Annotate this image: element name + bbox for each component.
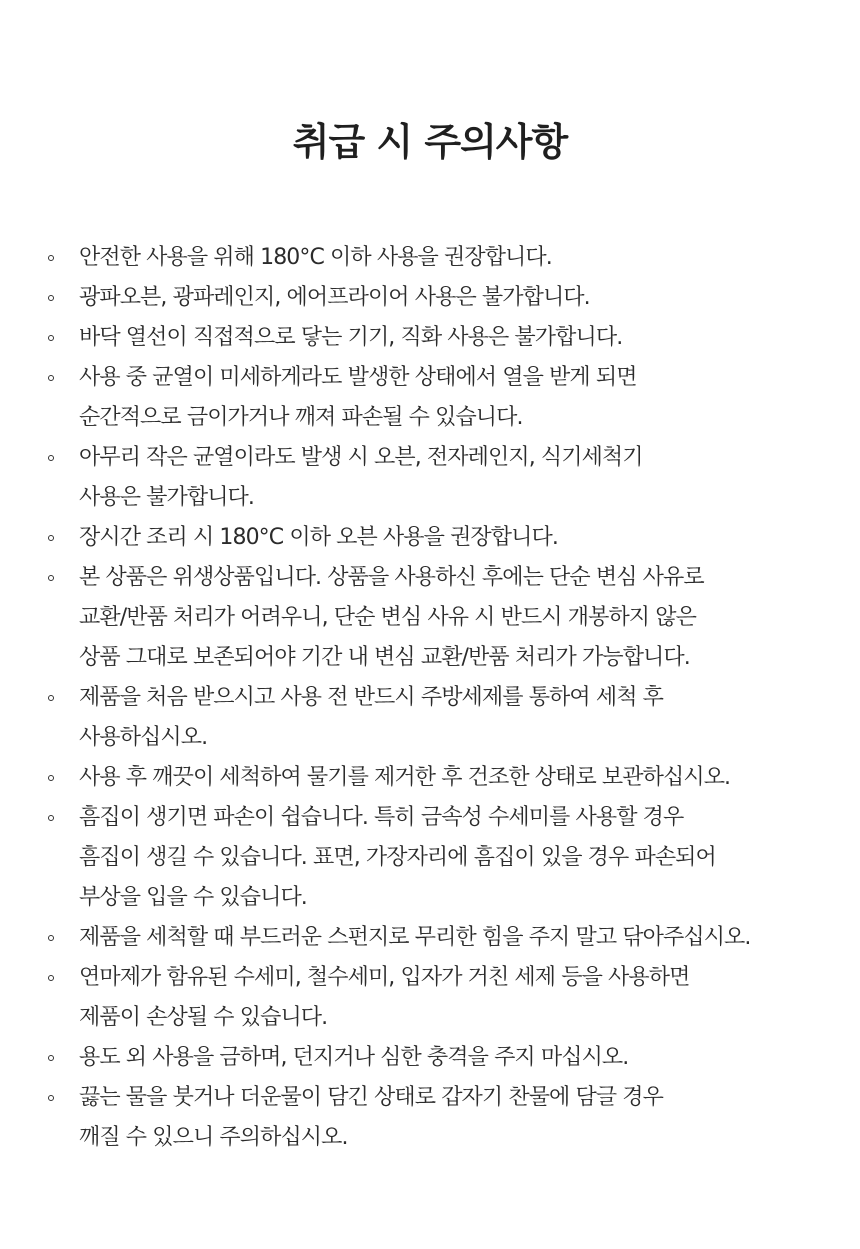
bullet-icon [48, 335, 54, 341]
page-title: 취급 시 주의사항 [292, 120, 568, 164]
caution-text-line: 흠집이 생기면 파손이 쉽습니다. 특히 금속성 수세미를 사용할 경우 [79, 805, 684, 830]
bullet-icon [48, 1055, 54, 1061]
bullet-icon [48, 1095, 54, 1101]
caution-text-line: 흠집이 생길 수 있습니다. 표면, 가장자리에 흠집이 있을 경우 파손되어 [79, 845, 716, 870]
caution-text-line: 교환/반품 처리가 어려우니, 단순 변심 사유 시 반드시 개봉하지 않은 [79, 605, 696, 630]
bullet-icon [48, 455, 54, 461]
caution-item [46, 278, 846, 318]
caution-item [46, 558, 846, 678]
caution-item [46, 918, 846, 958]
bullet-icon [48, 975, 54, 981]
caution-item [46, 1078, 846, 1158]
bullet-icon [48, 935, 54, 941]
caution-item [46, 798, 846, 918]
caution-item [46, 438, 846, 518]
caution-text-line: 상품 그대로 보존되어야 기간 내 변심 교환/반품 처리가 가능합니다. [79, 645, 690, 670]
caution-text-line: 안전한 사용을 위해 180°C 이하 사용을 권장합니다. [79, 245, 552, 270]
bullet-icon [48, 775, 54, 781]
bullet-icon [48, 375, 54, 381]
caution-item [46, 518, 846, 558]
caution-text-line: 깨질 수 있으니 주의하십시오. [79, 1125, 348, 1150]
caution-text-line: 끓는 물을 붓거나 더운물이 담긴 상태로 갑자기 찬물에 담글 경우 [79, 1085, 663, 1110]
caution-item [46, 958, 846, 1038]
caution-text-line: 제품을 처음 받으시고 사용 전 반드시 주방세제를 통하여 세척 후 [79, 685, 663, 710]
caution-item [46, 358, 846, 438]
caution-text-line: 본 상품은 위생상품입니다. 상품을 사용하신 후에는 단순 변심 사유로 [79, 565, 704, 590]
caution-text-line: 연마제가 함유된 수세미, 철수세미, 입자가 거친 세제 등을 사용하면 [79, 965, 690, 990]
bullet-icon [48, 815, 54, 821]
caution-text-line: 사용하십시오. [79, 725, 208, 750]
caution-item [46, 678, 846, 758]
caution-item [46, 238, 846, 278]
caution-item [46, 318, 846, 358]
bullet-icon [48, 255, 54, 261]
bullet-icon [48, 575, 54, 581]
bullet-icon [48, 295, 54, 301]
caution-text-line: 광파오븐, 광파레인지, 에어프라이어 사용은 불가합니다. [79, 285, 590, 310]
bullet-icon [48, 695, 54, 701]
caution-item [46, 1038, 846, 1078]
caution-text-line: 바닥 열선이 직접적으로 닿는 기기, 직화 사용은 불가합니다. [79, 325, 623, 350]
caution-text-line: 제품을 세척할 때 부드러운 스펀지로 무리한 힘을 주지 말고 닦아주십시오. [79, 925, 751, 950]
bullet-icon [48, 535, 54, 541]
caution-text-line: 순간적으로 금이가거나 깨져 파손될 수 있습니다. [79, 405, 523, 430]
caution-text-line: 사용 후 깨끗이 세척하여 물기를 제거한 후 건조한 상태로 보관하십시오. [79, 765, 731, 790]
caution-text-line: 사용 중 균열이 미세하게라도 발생한 상태에서 열을 받게 되면 [79, 365, 637, 390]
caution-list [46, 238, 846, 1158]
caution-item [46, 758, 846, 798]
caution-text-line: 사용은 불가합니다. [79, 485, 255, 510]
caution-text-line: 부상을 입을 수 있습니다. [79, 885, 307, 910]
caution-text-line: 아무리 작은 균열이라도 발생 시 오븐, 전자레인지, 식기세척기 [79, 445, 643, 470]
caution-text-line: 제품이 손상될 수 있습니다. [79, 1005, 328, 1030]
caution-text-line: 장시간 조리 시 180°C 이하 오븐 사용을 권장합니다. [79, 525, 558, 550]
caution-text-line: 용도 외 사용을 금하며, 던지거나 심한 충격을 주지 마십시오. [79, 1045, 629, 1070]
